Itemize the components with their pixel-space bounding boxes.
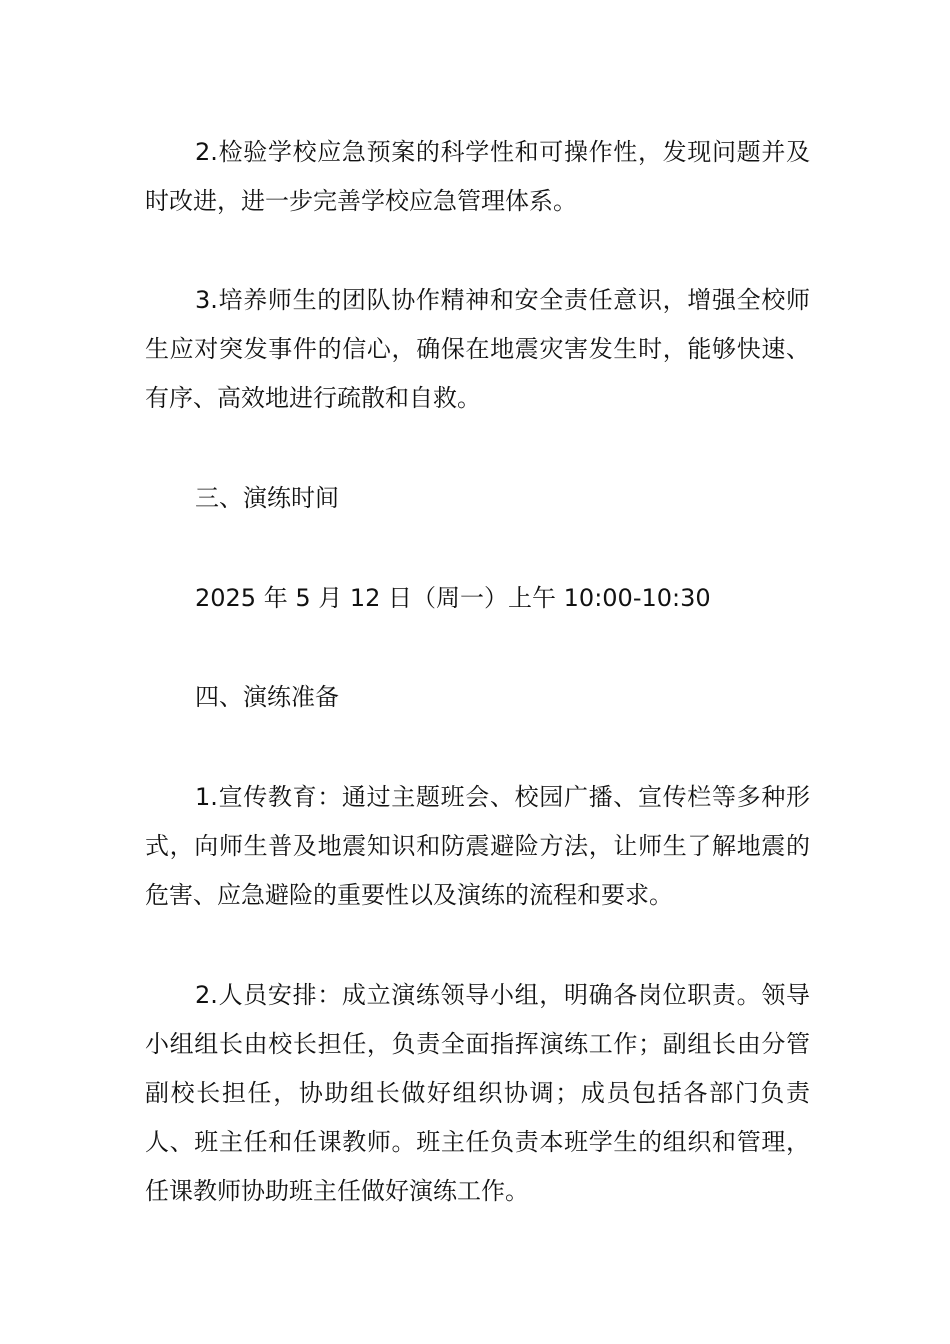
section-heading-drill-preparation: 四、演练准备 [195, 683, 339, 711]
drill-time-paragraph: 2025 年 5 月 12 日（周一）上午 10:00-10:30 [195, 584, 711, 612]
section-heading-drill-time: 三、演练时间 [195, 484, 339, 512]
objective-2-paragraph: 2.检验学校应急预案的科学性和可操作性，发现问题并及时改进，进一步完善学校应急管理体系。 [145, 138, 810, 215]
objective-3-paragraph: 3.培养师生的团队协作精神和安全责任意识，增强全校师生应对突发事件的信心，确保在地震灾害发生时，能够快速、有序、高效地进行疏散和自救。 [145, 286, 810, 412]
preparation-2-paragraph: 2.人员安排：成立演练领导小组，明确各岗位职责。领导小组组长由校长担任，负责全面指挥演练工作；副组长由分管副校长担任，协助组长做好组织协调；成员包括各部门负责人、班主任和任课教师。班主任负责本班学生的组织和管理，任课教师协助班主任做好演练工作。 [145, 981, 810, 1205]
preparation-1-paragraph: 1.宣传教育：通过主题班会、校园广播、宣传栏等多种形式，向师生普及地震知识和防震避险方法，让师生了解地震的危害、应急避险的重要性以及演练的流程和要求。 [145, 783, 810, 909]
